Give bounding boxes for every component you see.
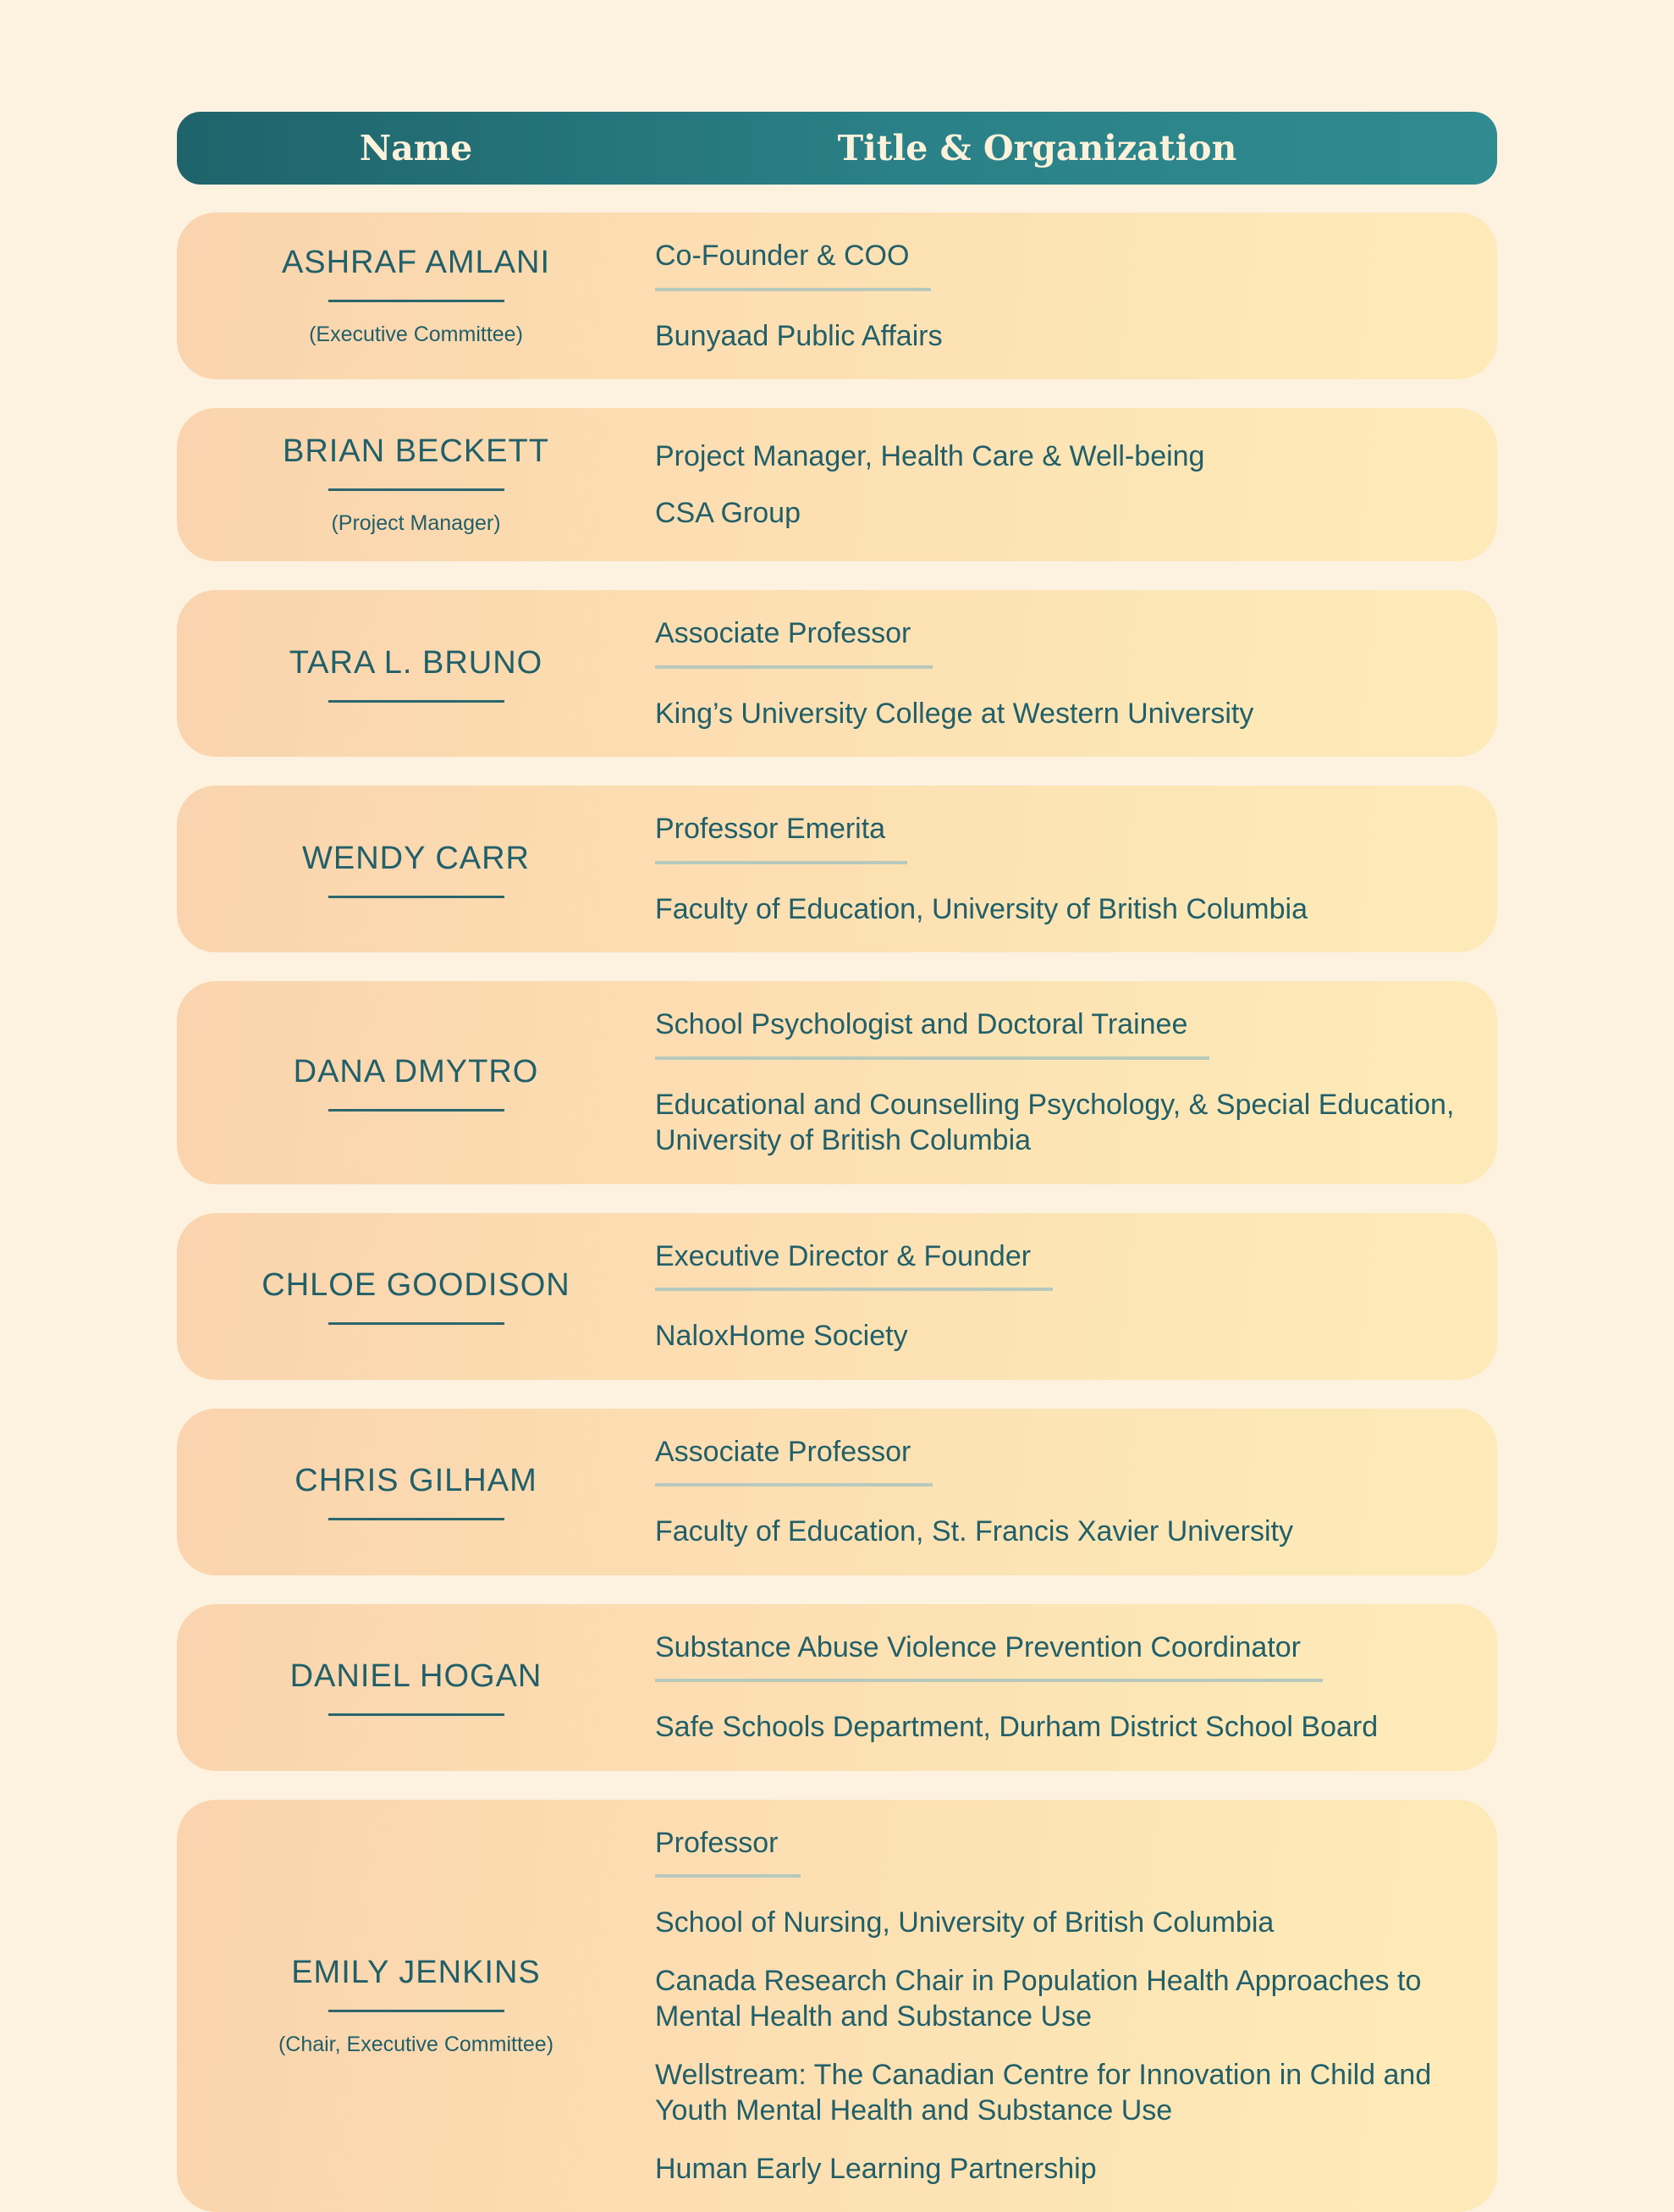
name-cell bbox=[177, 245, 655, 347]
table-row bbox=[177, 408, 1497, 561]
member-title: Substance Abuse Violence Prevention Coordinator bbox=[655, 1630, 1323, 1683]
title-line bbox=[655, 1007, 1458, 1060]
title-line bbox=[655, 238, 1458, 291]
title-cell bbox=[655, 1630, 1497, 1746]
member-title: Project Manager, Health Care & Well-being bbox=[655, 439, 1204, 475]
title-cell bbox=[655, 1238, 1497, 1354]
name-underline bbox=[328, 896, 504, 898]
member-organization: King’s University College at Western University bbox=[655, 696, 1458, 732]
member-organizations bbox=[655, 1514, 1458, 1550]
table-row bbox=[177, 1213, 1497, 1380]
member-title: Professor bbox=[655, 1825, 801, 1878]
name-cell bbox=[177, 1463, 655, 1520]
name-cell bbox=[177, 433, 655, 536]
title-cell bbox=[655, 1434, 1497, 1550]
title-line bbox=[655, 1434, 1458, 1487]
title-line bbox=[655, 1630, 1458, 1683]
member-name: EMILY JENKINS bbox=[291, 1955, 541, 1991]
name-cell bbox=[177, 841, 655, 898]
member-organizations bbox=[655, 1709, 1458, 1746]
member-title: Associate Professor bbox=[655, 1434, 933, 1487]
table-row bbox=[177, 981, 1497, 1184]
member-name: ASHRAF AMLANI bbox=[282, 245, 550, 281]
table-row bbox=[177, 1604, 1497, 1771]
name-cell bbox=[177, 1054, 655, 1112]
member-organizations bbox=[655, 495, 1458, 532]
title-cell bbox=[655, 615, 1497, 731]
member-organizations bbox=[655, 318, 1458, 355]
table-row bbox=[177, 590, 1497, 757]
member-organization: NaloxHome Society bbox=[655, 1318, 1458, 1354]
column-header-name: Name bbox=[177, 128, 655, 168]
title-cell bbox=[655, 811, 1497, 927]
member-title: School Psychologist and Doctoral Trainee bbox=[655, 1007, 1209, 1060]
advisory-table bbox=[177, 0, 1497, 2212]
member-role-note: (Chair, Executive Committee) bbox=[278, 2033, 553, 2057]
table-header bbox=[177, 112, 1497, 185]
rows-container bbox=[177, 212, 1497, 2212]
member-organization: Faculty of Education, University of British Columbia bbox=[655, 891, 1458, 928]
name-underline bbox=[328, 2010, 504, 2012]
name-underline bbox=[328, 1109, 504, 1112]
name-cell bbox=[177, 645, 655, 703]
title-line bbox=[655, 811, 1458, 864]
table-row bbox=[177, 1800, 1497, 2212]
member-title: Associate Professor bbox=[655, 615, 933, 669]
member-name: CHRIS GILHAM bbox=[295, 1463, 537, 1499]
title-line bbox=[655, 1238, 1458, 1292]
name-underline bbox=[328, 1518, 504, 1520]
table-row bbox=[177, 212, 1497, 379]
table-row bbox=[177, 786, 1497, 952]
member-name: WENDY CARR bbox=[302, 841, 530, 877]
name-cell bbox=[177, 1955, 655, 2057]
name-underline bbox=[328, 300, 504, 302]
member-organizations bbox=[655, 1087, 1458, 1159]
member-role-note: (Executive Committee) bbox=[309, 323, 523, 347]
name-cell bbox=[177, 1658, 655, 1716]
member-organization: Human Early Learning Partnership bbox=[655, 2151, 1458, 2187]
name-underline bbox=[328, 488, 504, 491]
member-organizations bbox=[655, 696, 1458, 732]
member-name: DANIEL HOGAN bbox=[290, 1658, 542, 1695]
member-organization: Wellstream: The Canadian Centre for Innovation in Child and Youth Mental Health and Substance Use bbox=[655, 2057, 1458, 2129]
name-cell bbox=[177, 1267, 655, 1325]
member-organization: School of Nursing, University of British Columbia bbox=[655, 1905, 1458, 1941]
member-role-note: (Project Manager) bbox=[331, 511, 500, 536]
member-title: Executive Director & Founder bbox=[655, 1238, 1053, 1292]
member-title: Co-Founder & COO bbox=[655, 238, 931, 291]
title-cell bbox=[655, 1825, 1497, 2187]
member-organization: CSA Group bbox=[655, 495, 1458, 532]
member-title: Professor Emerita bbox=[655, 811, 907, 864]
title-cell bbox=[655, 238, 1497, 354]
member-name: TARA L. BRUNO bbox=[289, 645, 542, 681]
name-underline bbox=[328, 700, 504, 703]
name-underline bbox=[328, 1322, 504, 1325]
member-organization: Safe Schools Department, Durham District School Board bbox=[655, 1709, 1458, 1746]
member-organizations bbox=[655, 1905, 1458, 2187]
member-name: CHLOE GOODISON bbox=[262, 1267, 570, 1304]
title-cell bbox=[655, 439, 1497, 531]
member-organizations bbox=[655, 891, 1458, 928]
title-line bbox=[655, 439, 1458, 475]
title-line bbox=[655, 1825, 1458, 1878]
title-line bbox=[655, 615, 1458, 669]
table-row bbox=[177, 1409, 1497, 1575]
member-organization: Educational and Counselling Psychology, & Special Education, University of British Columbia bbox=[655, 1087, 1458, 1159]
member-organization: Bunyaad Public Affairs bbox=[655, 318, 1458, 355]
name-underline bbox=[328, 1713, 504, 1716]
member-name: DANA DMYTRO bbox=[294, 1054, 539, 1090]
member-organization: Faculty of Education, St. Francis Xavier University bbox=[655, 1514, 1458, 1550]
member-organizations bbox=[655, 1318, 1458, 1354]
column-header-title-organization: Title & Organization bbox=[655, 128, 1497, 168]
member-name: BRIAN BECKETT bbox=[283, 433, 549, 470]
title-cell bbox=[655, 1007, 1497, 1159]
member-organization: Canada Research Chair in Population Health Approaches to Mental Health and Substance Use bbox=[655, 1963, 1458, 2035]
